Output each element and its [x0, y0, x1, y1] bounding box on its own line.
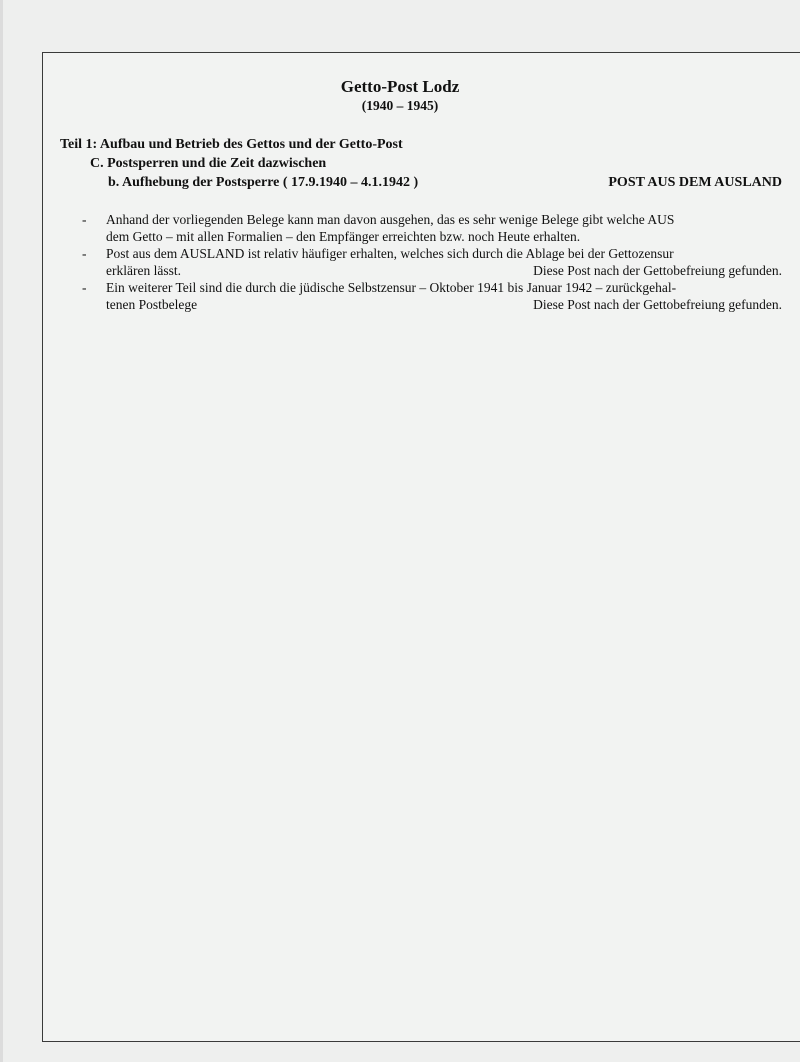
bullet-line-left: tenen Postbelege [106, 297, 198, 312]
bullet-line-note: Diese Post nach der Gettobefreiung gefunden. [533, 297, 782, 312]
part-heading: Teil 1: Aufbau und Betrieb des Gettos und der Getto-Post [60, 137, 403, 152]
bullet-line-left: erklären lässt. [106, 263, 181, 278]
list-item [82, 279, 782, 313]
bullet-line: Anhand der vorliegenden Belege kann man davon ausgehen, das es sehr wenige Belege gibt welche AUS [106, 212, 675, 227]
page-subtitle: (1940 – 1945) [361, 98, 439, 113]
bullet-list [82, 211, 782, 313]
bullet-line: Ein weiterer Teil sind die durch die jüdische Selbstzensur – Oktober 1941 bis Januar 1942 – zurückgehal- [106, 280, 677, 295]
page-border-frame [42, 52, 800, 1042]
list-item [82, 245, 782, 279]
bullet-line-split [106, 296, 782, 313]
subsection-heading: b. Aufhebung der Postsperre ( 17.9.1940 – 4.1.1942 ) [108, 175, 419, 190]
list-item [82, 211, 782, 245]
bullet-marker: - [82, 212, 87, 227]
section-heading: C. Postsperren und die Zeit dazwischen [90, 156, 327, 171]
page-title: Getto-Post Lodz [340, 77, 460, 96]
bullet-line-split [106, 262, 782, 279]
bullet-marker: - [82, 246, 87, 261]
category-heading: POST AUS DEM AUSLAND [608, 175, 782, 190]
bullet-line: dem Getto – mit allen Formalien – den Empfänger erreichten bzw. noch Heute erhalten. [106, 229, 581, 244]
bullet-line: Post aus dem AUSLAND ist relativ häufiger erhalten, welches sich durch die Ablage bei der Gettozensur [106, 246, 674, 261]
bullet-line-note: Diese Post nach der Gettobefreiung gefunden. [533, 263, 782, 278]
page-edge-shadow [0, 0, 3, 1062]
bullet-marker: - [82, 280, 87, 295]
